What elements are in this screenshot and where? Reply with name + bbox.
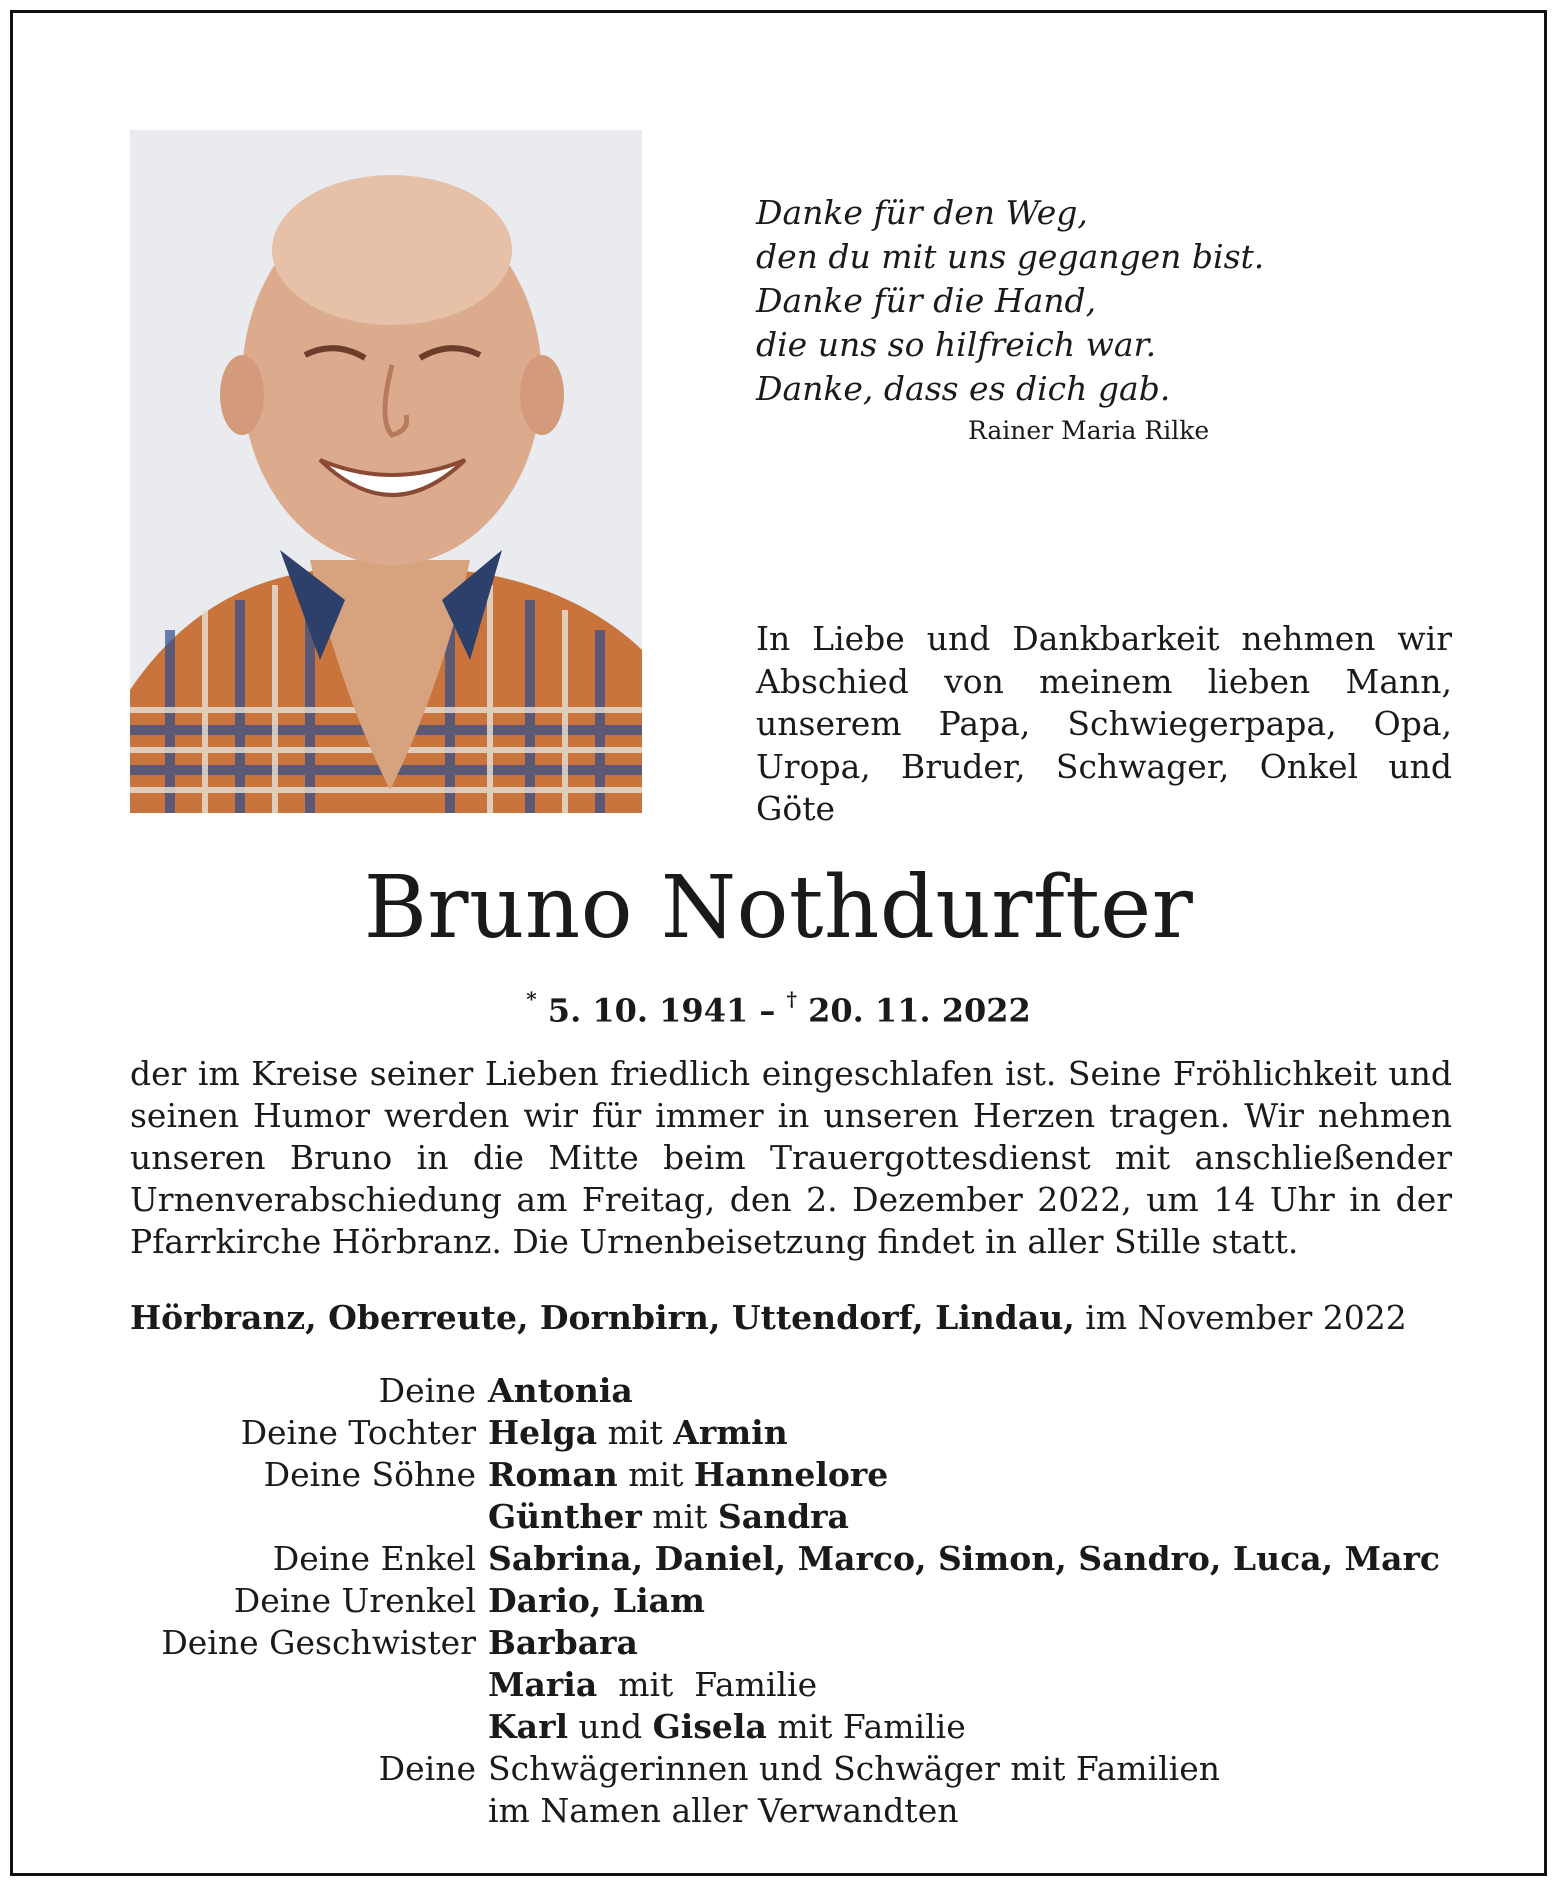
family-row (130, 1370, 1470, 1412)
family-member-name: Dario, Liam (488, 1581, 705, 1620)
portrait-photo (130, 130, 642, 813)
family-members (488, 1622, 1470, 1664)
family-relation-label: Deine Tochter (240, 1413, 476, 1452)
family-row (130, 1622, 1470, 1664)
intro-text: In Liebe und Dankbarkeit nehmen wir Abschied von meinem lieben Mann, unserem Papa, Schwiegerpapa, Opa, Uropa, Bruder, Schwager, Onkel und Göte (756, 619, 1452, 828)
family-relation-label: Deine Geschwister (161, 1623, 476, 1662)
family-row (130, 1496, 1470, 1538)
death-symbol: † (786, 987, 797, 1011)
death-date: 20. 11. 2022 (808, 991, 1031, 1030)
family-member-name: Günther (488, 1497, 642, 1536)
poem (756, 191, 1264, 411)
family-relation-label (130, 1706, 488, 1748)
family-list (130, 1370, 1470, 1832)
family-connector-text: mit Familie (597, 1665, 818, 1704)
family-members (488, 1748, 1470, 1790)
family-relation-label: Deine (378, 1749, 476, 1788)
family-member-name: Roman (488, 1455, 618, 1494)
poem-line: den du mit uns gegangen bist. (756, 237, 1265, 276)
family-member-name: Gisela (652, 1707, 767, 1746)
family-connector-text: mit (641, 1497, 718, 1536)
family-relation-label: Deine Söhne (263, 1455, 476, 1494)
family-relation-label (130, 1790, 488, 1832)
date-dash: – (759, 991, 776, 1030)
family-member-name: Hannelore (693, 1455, 889, 1494)
locations: Hörbranz, Oberreute, Dornbirn, Uttendorf, Lindau, (130, 1298, 1075, 1337)
family-members (488, 1538, 1470, 1580)
poem-line: Danke für den Weg, (756, 193, 1088, 232)
poem-line: die uns so hilfreich war. (756, 325, 1157, 364)
family-row (130, 1454, 1470, 1496)
family-members (488, 1706, 1470, 1748)
portrait-illustration (130, 130, 642, 813)
family-row (130, 1790, 1470, 1832)
family-row (130, 1664, 1470, 1706)
family-members (488, 1664, 1470, 1706)
place-date-line (130, 1297, 1452, 1339)
family-connector-text: mit (597, 1413, 674, 1452)
obituary-card (10, 10, 1547, 1876)
family-row (130, 1706, 1470, 1748)
birth-date: 5. 10. 1941 (547, 991, 749, 1030)
poem-author: Rainer Maria Rilke (968, 416, 1210, 445)
family-connector-text: mit Familie (766, 1707, 966, 1746)
place-date: im November 2022 (1085, 1298, 1407, 1337)
family-members (488, 1370, 1470, 1412)
family-member-name: Sandra (717, 1497, 849, 1536)
poem-line: Danke für die Hand, (756, 281, 1097, 320)
family-row (130, 1538, 1470, 1580)
family-relation-label: Deine (378, 1371, 476, 1410)
family-member-name: Helga (488, 1413, 598, 1452)
family-relation-label (130, 1664, 488, 1706)
family-members (488, 1580, 1470, 1622)
family-members (488, 1412, 1470, 1454)
family-member-name: Maria (488, 1665, 598, 1704)
poem-line: Danke, dass es dich gab. (756, 369, 1171, 408)
family-members (488, 1496, 1470, 1538)
family-members (488, 1454, 1470, 1496)
family-connector-text: und (568, 1707, 653, 1746)
family-members (488, 1790, 1470, 1832)
family-relation-label (130, 1496, 488, 1538)
family-connector-text: im Namen aller Verwandten (488, 1791, 959, 1830)
family-member-name: Barbara (488, 1623, 638, 1662)
deceased-name: Bruno Nothdurfter (363, 858, 1194, 958)
family-row (130, 1748, 1470, 1790)
family-connector-text: Schwägerinnen und Schwäger mit Familien (488, 1749, 1220, 1788)
birth-symbol: * (526, 987, 537, 1011)
family-member-name: Armin (673, 1413, 788, 1452)
family-relation-label: Deine Enkel (272, 1539, 476, 1578)
family-member-name: Karl (488, 1707, 568, 1746)
family-relation-label: Deine Urenkel (233, 1581, 476, 1620)
obituary-body: der im Kreise seiner Lieben friedlich eingeschlafen ist. Seine Fröhlichkeit und seinen Humor werden wir für immer in unseren Herzen tragen. Wir nehmen unseren Bruno in die Mitte beim Trauergottesdienst mit anschließender Urnenverabschiedung am Freitag, den 2. Dezember 2022, um 14 Uhr in der Pfarrkirche Hörbranz. Die Urnenbeisetzung findet in aller Stille statt. (130, 1054, 1452, 1261)
family-member-name: Antonia (488, 1371, 633, 1410)
family-row (130, 1580, 1470, 1622)
family-row (130, 1412, 1470, 1454)
family-connector-text: mit (617, 1455, 694, 1494)
life-dates (13, 983, 1544, 1031)
family-member-name: Sabrina, Daniel, Marco, Simon, Sandro, Luca, Marc (488, 1539, 1440, 1578)
